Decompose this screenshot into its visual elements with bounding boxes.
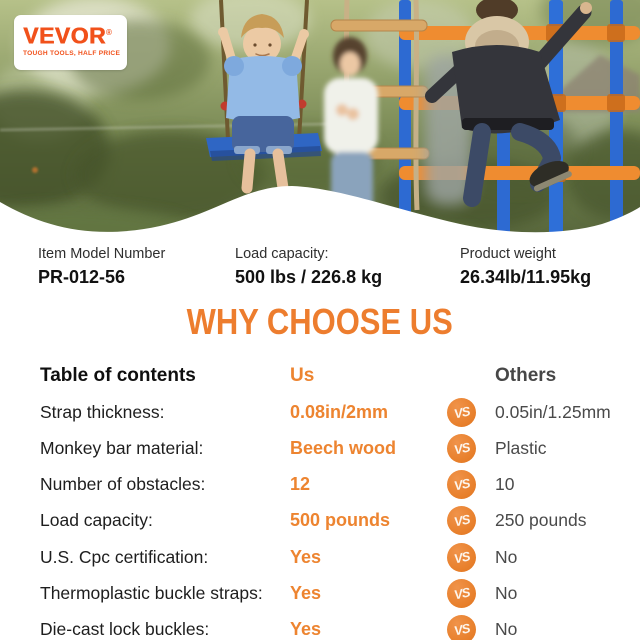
others-value: No <box>495 546 518 567</box>
spec-label: Product weight <box>460 246 556 262</box>
logo-text: VEVOR <box>23 22 107 49</box>
others-value: Plastic <box>495 437 547 458</box>
table-row <box>0 575 640 611</box>
us-value: 500 pounds <box>290 510 391 531</box>
others-value: 10 <box>495 474 515 495</box>
spec-product-weight <box>460 244 591 288</box>
row-label: Strap thickness: <box>40 401 165 422</box>
table-row <box>0 467 640 503</box>
table-row <box>0 394 640 430</box>
others-value: 0.05in/1.25mm <box>495 401 611 422</box>
spec-value: PR-012-56 <box>38 267 126 287</box>
page-title: WHY CHOOSE US <box>186 301 454 342</box>
row-label: Die-cast lock buckles: <box>40 618 210 639</box>
vs-badge-icon: VS <box>447 398 476 427</box>
table-row <box>0 503 640 539</box>
spec-value: 500 lbs / 226.8 kg <box>235 267 383 287</box>
row-label: U.S. Cpc certification: <box>40 546 209 567</box>
spec-label: Item Model Number <box>38 246 166 262</box>
header-others: Others <box>495 365 557 387</box>
specs-row <box>0 244 640 296</box>
comparison-table <box>0 358 640 640</box>
us-value: Yes <box>290 582 322 603</box>
header-table-of-contents: Table of contents <box>40 365 196 387</box>
registered-mark: ® <box>106 28 113 37</box>
spec-load-capacity <box>235 244 382 288</box>
us-value: Yes <box>290 618 322 639</box>
vs-badge-icon: VS <box>447 615 476 640</box>
logo-tagline: TOUGH TOOLS, HALF PRICE <box>23 49 121 57</box>
header-us: Us <box>290 365 315 387</box>
spec-model-number <box>38 244 165 288</box>
us-value: 0.08in/2mm <box>290 401 389 422</box>
row-label: Thermoplastic buckle straps: <box>40 582 263 603</box>
us-value: Beech wood <box>290 437 397 458</box>
spec-label: Load capacity: <box>235 246 329 262</box>
vs-badge-icon: VS <box>447 579 476 608</box>
table-row <box>0 611 640 640</box>
vevor-logo <box>23 22 119 47</box>
spec-value: 26.34lb/11.95kg <box>460 267 592 287</box>
others-value: No <box>495 582 518 603</box>
others-value: 250 pounds <box>495 510 587 531</box>
us-value: 12 <box>290 474 311 495</box>
vevor-logo-badge <box>14 15 127 70</box>
vs-badge-icon: VS <box>447 506 476 535</box>
row-label: Load capacity: <box>40 510 153 531</box>
table-header-row <box>0 358 640 394</box>
table-row <box>0 539 640 575</box>
row-label: Number of obstacles: <box>40 474 206 495</box>
us-value: Yes <box>290 546 322 567</box>
others-value: No <box>495 618 518 639</box>
table-row <box>0 430 640 466</box>
vs-badge-icon: VS <box>447 543 476 572</box>
hero-photo <box>0 0 640 246</box>
row-label: Monkey bar material: <box>40 437 204 458</box>
vs-badge-icon: VS <box>447 434 476 463</box>
vs-badge-icon: VS <box>447 470 476 499</box>
